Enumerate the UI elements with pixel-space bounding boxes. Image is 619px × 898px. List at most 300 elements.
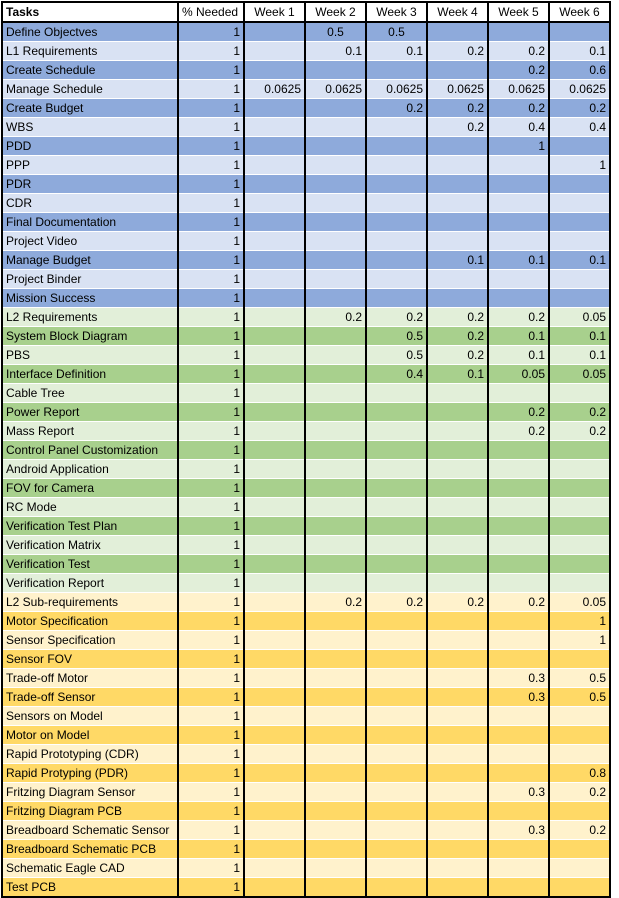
week-5-cell[interactable] xyxy=(488,802,549,821)
week-2-cell[interactable] xyxy=(305,707,366,726)
week-5-cell[interactable] xyxy=(488,232,549,251)
needed-cell[interactable]: 1 xyxy=(178,118,244,137)
week-1-cell[interactable] xyxy=(244,460,305,479)
task-name-cell[interactable]: PDD xyxy=(2,137,178,156)
needed-cell[interactable]: 1 xyxy=(178,726,244,745)
header-week-1[interactable]: Week 1 xyxy=(244,2,305,22)
needed-cell[interactable]: 1 xyxy=(178,612,244,631)
week-5-cell[interactable] xyxy=(488,536,549,555)
week-1-cell[interactable] xyxy=(244,479,305,498)
week-6-cell[interactable] xyxy=(549,574,610,593)
week-1-cell[interactable] xyxy=(244,536,305,555)
needed-cell[interactable]: 1 xyxy=(178,251,244,270)
week-5-cell[interactable]: 0.2 xyxy=(488,593,549,612)
week-2-cell[interactable] xyxy=(305,403,366,422)
week-2-cell[interactable]: 0.5 xyxy=(305,22,366,42)
week-6-cell[interactable]: 0.1 xyxy=(549,346,610,365)
week-5-cell[interactable] xyxy=(488,650,549,669)
needed-cell[interactable]: 1 xyxy=(178,346,244,365)
week-2-cell[interactable] xyxy=(305,346,366,365)
week-2-cell[interactable] xyxy=(305,498,366,517)
needed-cell[interactable]: 1 xyxy=(178,327,244,346)
week-4-cell[interactable]: 0.2 xyxy=(427,593,488,612)
week-6-cell[interactable]: 0.05 xyxy=(549,308,610,327)
week-3-cell[interactable]: 0.2 xyxy=(366,593,427,612)
week-6-cell[interactable] xyxy=(549,194,610,213)
week-5-cell[interactable] xyxy=(488,289,549,308)
needed-cell[interactable]: 1 xyxy=(178,156,244,175)
week-2-cell[interactable] xyxy=(305,289,366,308)
week-4-cell[interactable] xyxy=(427,840,488,859)
week-6-cell[interactable]: 0.05 xyxy=(549,365,610,384)
week-6-cell[interactable]: 0.5 xyxy=(549,669,610,688)
week-4-cell[interactable] xyxy=(427,669,488,688)
header-needed[interactable]: % Needed xyxy=(178,2,244,22)
task-name-cell[interactable]: Mass Report xyxy=(2,422,178,441)
week-3-cell[interactable] xyxy=(366,270,427,289)
week-6-cell[interactable] xyxy=(549,22,610,42)
week-6-cell[interactable] xyxy=(549,460,610,479)
week-5-cell[interactable]: 0.2 xyxy=(488,61,549,80)
week-2-cell[interactable] xyxy=(305,517,366,536)
week-3-cell[interactable] xyxy=(366,61,427,80)
week-1-cell[interactable] xyxy=(244,574,305,593)
week-6-cell[interactable]: 1 xyxy=(549,631,610,650)
week-5-cell[interactable]: 0.3 xyxy=(488,821,549,840)
week-3-cell[interactable] xyxy=(366,137,427,156)
week-3-cell[interactable] xyxy=(366,118,427,137)
week-6-cell[interactable] xyxy=(549,802,610,821)
week-2-cell[interactable] xyxy=(305,137,366,156)
week-2-cell[interactable] xyxy=(305,783,366,802)
week-3-cell[interactable] xyxy=(366,422,427,441)
week-4-cell[interactable] xyxy=(427,22,488,42)
week-1-cell[interactable] xyxy=(244,783,305,802)
week-2-cell[interactable] xyxy=(305,61,366,80)
header-week-2[interactable]: Week 2 xyxy=(305,2,366,22)
week-5-cell[interactable] xyxy=(488,707,549,726)
week-1-cell[interactable] xyxy=(244,251,305,270)
week-3-cell[interactable] xyxy=(366,175,427,194)
week-6-cell[interactable]: 0.2 xyxy=(549,99,610,118)
week-6-cell[interactable] xyxy=(549,726,610,745)
week-2-cell[interactable] xyxy=(305,536,366,555)
week-2-cell[interactable] xyxy=(305,612,366,631)
week-2-cell[interactable] xyxy=(305,156,366,175)
week-6-cell[interactable]: 1 xyxy=(549,156,610,175)
week-6-cell[interactable]: 0.1 xyxy=(549,327,610,346)
week-3-cell[interactable] xyxy=(366,441,427,460)
week-6-cell[interactable]: 0.4 xyxy=(549,118,610,137)
week-6-cell[interactable]: 0.1 xyxy=(549,42,610,61)
week-1-cell[interactable] xyxy=(244,802,305,821)
week-6-cell[interactable]: 0.2 xyxy=(549,403,610,422)
task-name-cell[interactable]: Control Panel Customization xyxy=(2,441,178,460)
week-3-cell[interactable] xyxy=(366,498,427,517)
week-2-cell[interactable] xyxy=(305,840,366,859)
week-1-cell[interactable] xyxy=(244,878,305,898)
week-5-cell[interactable] xyxy=(488,156,549,175)
week-1-cell[interactable] xyxy=(244,688,305,707)
week-2-cell[interactable] xyxy=(305,384,366,403)
week-6-cell[interactable] xyxy=(549,555,610,574)
header-week-5[interactable]: Week 5 xyxy=(488,2,549,22)
task-name-cell[interactable]: Define Objectves xyxy=(2,22,178,42)
week-3-cell[interactable]: 0.5 xyxy=(366,22,427,42)
header-tasks[interactable]: Tasks xyxy=(2,2,178,22)
task-name-cell[interactable]: CDR xyxy=(2,194,178,213)
week-5-cell[interactable] xyxy=(488,555,549,574)
week-5-cell[interactable]: 0.3 xyxy=(488,783,549,802)
week-2-cell[interactable] xyxy=(305,650,366,669)
week-2-cell[interactable] xyxy=(305,213,366,232)
week-1-cell[interactable] xyxy=(244,175,305,194)
week-3-cell[interactable] xyxy=(366,802,427,821)
week-1-cell[interactable] xyxy=(244,42,305,61)
week-3-cell[interactable] xyxy=(366,574,427,593)
week-2-cell[interactable] xyxy=(305,688,366,707)
week-4-cell[interactable] xyxy=(427,707,488,726)
week-4-cell[interactable] xyxy=(427,821,488,840)
week-4-cell[interactable] xyxy=(427,764,488,783)
week-3-cell[interactable]: 0.5 xyxy=(366,346,427,365)
week-3-cell[interactable] xyxy=(366,650,427,669)
week-3-cell[interactable] xyxy=(366,460,427,479)
task-name-cell[interactable]: Verification Report xyxy=(2,574,178,593)
week-3-cell[interactable]: 0.2 xyxy=(366,99,427,118)
week-4-cell[interactable] xyxy=(427,859,488,878)
week-1-cell[interactable] xyxy=(244,764,305,783)
needed-cell[interactable]: 1 xyxy=(178,840,244,859)
week-4-cell[interactable] xyxy=(427,878,488,898)
week-6-cell[interactable] xyxy=(549,289,610,308)
task-name-cell[interactable]: Power Report xyxy=(2,403,178,422)
week-4-cell[interactable]: 0.2 xyxy=(427,308,488,327)
task-name-cell[interactable]: Verification Test Plan xyxy=(2,517,178,536)
needed-cell[interactable]: 1 xyxy=(178,270,244,289)
needed-cell[interactable]: 1 xyxy=(178,859,244,878)
week-6-cell[interactable] xyxy=(549,384,610,403)
task-name-cell[interactable]: L2 Requirements xyxy=(2,308,178,327)
needed-cell[interactable]: 1 xyxy=(178,745,244,764)
task-name-cell[interactable]: Breadboard Schematic Sensor xyxy=(2,821,178,840)
week-4-cell[interactable] xyxy=(427,555,488,574)
week-3-cell[interactable] xyxy=(366,859,427,878)
task-name-cell[interactable]: PBS xyxy=(2,346,178,365)
week-2-cell[interactable] xyxy=(305,821,366,840)
week-1-cell[interactable] xyxy=(244,498,305,517)
week-2-cell[interactable]: 0.2 xyxy=(305,593,366,612)
task-name-cell[interactable]: WBS xyxy=(2,118,178,137)
needed-cell[interactable]: 1 xyxy=(178,213,244,232)
needed-cell[interactable]: 1 xyxy=(178,536,244,555)
needed-cell[interactable]: 1 xyxy=(178,80,244,99)
needed-cell[interactable]: 1 xyxy=(178,99,244,118)
week-1-cell[interactable] xyxy=(244,821,305,840)
week-5-cell[interactable] xyxy=(488,631,549,650)
week-5-cell[interactable] xyxy=(488,270,549,289)
week-4-cell[interactable] xyxy=(427,194,488,213)
week-5-cell[interactable] xyxy=(488,479,549,498)
week-3-cell[interactable]: 0.2 xyxy=(366,308,427,327)
task-name-cell[interactable]: Final Documentation xyxy=(2,213,178,232)
task-name-cell[interactable]: Interface Definition xyxy=(2,365,178,384)
week-6-cell[interactable]: 0.6 xyxy=(549,61,610,80)
week-4-cell[interactable] xyxy=(427,517,488,536)
week-4-cell[interactable] xyxy=(427,536,488,555)
needed-cell[interactable]: 1 xyxy=(178,61,244,80)
week-1-cell[interactable] xyxy=(244,137,305,156)
week-3-cell[interactable] xyxy=(366,745,427,764)
week-6-cell[interactable] xyxy=(549,840,610,859)
week-3-cell[interactable] xyxy=(366,555,427,574)
week-4-cell[interactable]: 0.2 xyxy=(427,42,488,61)
week-4-cell[interactable]: 0.1 xyxy=(427,251,488,270)
task-name-cell[interactable]: Cable Tree xyxy=(2,384,178,403)
needed-cell[interactable]: 1 xyxy=(178,669,244,688)
week-4-cell[interactable] xyxy=(427,61,488,80)
week-5-cell[interactable] xyxy=(488,22,549,42)
week-4-cell[interactable] xyxy=(427,479,488,498)
task-name-cell[interactable]: Rapid Prototyping (CDR) xyxy=(2,745,178,764)
task-name-cell[interactable]: Trade-off Motor xyxy=(2,669,178,688)
week-2-cell[interactable] xyxy=(305,251,366,270)
needed-cell[interactable]: 1 xyxy=(178,707,244,726)
week-1-cell[interactable]: 0.0625 xyxy=(244,80,305,99)
week-1-cell[interactable] xyxy=(244,707,305,726)
week-4-cell[interactable] xyxy=(427,384,488,403)
week-1-cell[interactable] xyxy=(244,555,305,574)
week-2-cell[interactable] xyxy=(305,726,366,745)
week-4-cell[interactable]: 0.0625 xyxy=(427,80,488,99)
week-3-cell[interactable] xyxy=(366,631,427,650)
needed-cell[interactable]: 1 xyxy=(178,308,244,327)
needed-cell[interactable]: 1 xyxy=(178,802,244,821)
week-4-cell[interactable]: 0.2 xyxy=(427,99,488,118)
week-5-cell[interactable] xyxy=(488,175,549,194)
week-5-cell[interactable]: 0.1 xyxy=(488,346,549,365)
week-2-cell[interactable] xyxy=(305,878,366,898)
week-2-cell[interactable] xyxy=(305,669,366,688)
week-1-cell[interactable] xyxy=(244,859,305,878)
week-6-cell[interactable] xyxy=(549,232,610,251)
task-name-cell[interactable]: FOV for Camera xyxy=(2,479,178,498)
week-5-cell[interactable]: 0.05 xyxy=(488,365,549,384)
needed-cell[interactable]: 1 xyxy=(178,574,244,593)
week-4-cell[interactable] xyxy=(427,270,488,289)
week-2-cell[interactable] xyxy=(305,479,366,498)
week-3-cell[interactable] xyxy=(366,536,427,555)
week-4-cell[interactable] xyxy=(427,156,488,175)
week-3-cell[interactable]: 0.4 xyxy=(366,365,427,384)
week-6-cell[interactable]: 0.5 xyxy=(549,688,610,707)
week-2-cell[interactable] xyxy=(305,232,366,251)
week-2-cell[interactable] xyxy=(305,175,366,194)
week-3-cell[interactable] xyxy=(366,213,427,232)
week-6-cell[interactable]: 0.0625 xyxy=(549,80,610,99)
task-name-cell[interactable]: RC Mode xyxy=(2,498,178,517)
task-name-cell[interactable]: Android Application xyxy=(2,460,178,479)
week-1-cell[interactable] xyxy=(244,289,305,308)
week-4-cell[interactable]: 0.1 xyxy=(427,365,488,384)
needed-cell[interactable]: 1 xyxy=(178,384,244,403)
week-2-cell[interactable]: 0.1 xyxy=(305,42,366,61)
needed-cell[interactable]: 1 xyxy=(178,175,244,194)
week-6-cell[interactable] xyxy=(549,498,610,517)
week-1-cell[interactable] xyxy=(244,593,305,612)
week-3-cell[interactable] xyxy=(366,156,427,175)
week-4-cell[interactable] xyxy=(427,745,488,764)
week-5-cell[interactable] xyxy=(488,764,549,783)
task-name-cell[interactable]: PPP xyxy=(2,156,178,175)
week-4-cell[interactable] xyxy=(427,612,488,631)
week-2-cell[interactable] xyxy=(305,802,366,821)
week-3-cell[interactable] xyxy=(366,764,427,783)
week-2-cell[interactable] xyxy=(305,441,366,460)
week-3-cell[interactable] xyxy=(366,194,427,213)
needed-cell[interactable]: 1 xyxy=(178,137,244,156)
week-3-cell[interactable]: 0.5 xyxy=(366,327,427,346)
task-name-cell[interactable]: Create Schedule xyxy=(2,61,178,80)
week-1-cell[interactable] xyxy=(244,669,305,688)
week-6-cell[interactable]: 0.05 xyxy=(549,593,610,612)
task-name-cell[interactable]: Schematic Eagle CAD xyxy=(2,859,178,878)
week-3-cell[interactable] xyxy=(366,840,427,859)
week-5-cell[interactable] xyxy=(488,460,549,479)
week-4-cell[interactable] xyxy=(427,631,488,650)
week-3-cell[interactable] xyxy=(366,612,427,631)
needed-cell[interactable]: 1 xyxy=(178,403,244,422)
header-week-4[interactable]: Week 4 xyxy=(427,2,488,22)
week-4-cell[interactable] xyxy=(427,232,488,251)
needed-cell[interactable]: 1 xyxy=(178,593,244,612)
week-2-cell[interactable] xyxy=(305,327,366,346)
task-name-cell[interactable]: Fritzing Diagram Sensor xyxy=(2,783,178,802)
week-1-cell[interactable] xyxy=(244,156,305,175)
needed-cell[interactable]: 1 xyxy=(178,498,244,517)
task-name-cell[interactable]: Verification Test xyxy=(2,555,178,574)
week-4-cell[interactable] xyxy=(427,783,488,802)
week-4-cell[interactable] xyxy=(427,422,488,441)
week-6-cell[interactable] xyxy=(549,175,610,194)
week-3-cell[interactable] xyxy=(366,384,427,403)
week-6-cell[interactable] xyxy=(549,517,610,536)
task-name-cell[interactable]: Breadboard Schematic PCB xyxy=(2,840,178,859)
week-5-cell[interactable]: 0.1 xyxy=(488,327,549,346)
task-name-cell[interactable]: Motor on Model xyxy=(2,726,178,745)
week-6-cell[interactable]: 0.2 xyxy=(549,422,610,441)
week-5-cell[interactable] xyxy=(488,745,549,764)
needed-cell[interactable]: 1 xyxy=(178,479,244,498)
week-1-cell[interactable] xyxy=(244,384,305,403)
week-6-cell[interactable] xyxy=(549,213,610,232)
week-1-cell[interactable] xyxy=(244,745,305,764)
week-3-cell[interactable] xyxy=(366,707,427,726)
week-6-cell[interactable] xyxy=(549,745,610,764)
week-5-cell[interactable] xyxy=(488,213,549,232)
week-5-cell[interactable]: 1 xyxy=(488,137,549,156)
week-4-cell[interactable] xyxy=(427,460,488,479)
week-2-cell[interactable]: 0.0625 xyxy=(305,80,366,99)
week-1-cell[interactable] xyxy=(244,118,305,137)
week-6-cell[interactable] xyxy=(549,270,610,289)
needed-cell[interactable]: 1 xyxy=(178,783,244,802)
week-4-cell[interactable]: 0.2 xyxy=(427,118,488,137)
week-5-cell[interactable] xyxy=(488,574,549,593)
week-4-cell[interactable] xyxy=(427,650,488,669)
week-2-cell[interactable] xyxy=(305,194,366,213)
week-4-cell[interactable]: 0.2 xyxy=(427,327,488,346)
week-4-cell[interactable] xyxy=(427,802,488,821)
week-1-cell[interactable] xyxy=(244,422,305,441)
needed-cell[interactable]: 1 xyxy=(178,289,244,308)
week-5-cell[interactable] xyxy=(488,498,549,517)
week-1-cell[interactable] xyxy=(244,840,305,859)
week-3-cell[interactable] xyxy=(366,726,427,745)
week-2-cell[interactable] xyxy=(305,555,366,574)
week-4-cell[interactable] xyxy=(427,213,488,232)
week-2-cell[interactable] xyxy=(305,631,366,650)
week-6-cell[interactable] xyxy=(549,479,610,498)
task-name-cell[interactable]: PDR xyxy=(2,175,178,194)
task-name-cell[interactable]: Mission Success xyxy=(2,289,178,308)
week-2-cell[interactable] xyxy=(305,422,366,441)
task-name-cell[interactable]: L2 Sub-requirements xyxy=(2,593,178,612)
week-2-cell[interactable] xyxy=(305,365,366,384)
week-4-cell[interactable] xyxy=(427,688,488,707)
week-1-cell[interactable] xyxy=(244,612,305,631)
week-5-cell[interactable]: 0.2 xyxy=(488,99,549,118)
week-3-cell[interactable] xyxy=(366,821,427,840)
week-4-cell[interactable] xyxy=(427,726,488,745)
needed-cell[interactable]: 1 xyxy=(178,460,244,479)
task-name-cell[interactable]: Motor Specification xyxy=(2,612,178,631)
week-5-cell[interactable]: 0.3 xyxy=(488,688,549,707)
week-5-cell[interactable]: 0.2 xyxy=(488,42,549,61)
week-2-cell[interactable] xyxy=(305,859,366,878)
needed-cell[interactable]: 1 xyxy=(178,365,244,384)
week-5-cell[interactable] xyxy=(488,612,549,631)
week-6-cell[interactable] xyxy=(549,536,610,555)
week-5-cell[interactable]: 0.0625 xyxy=(488,80,549,99)
week-6-cell[interactable] xyxy=(549,137,610,156)
week-5-cell[interactable] xyxy=(488,194,549,213)
week-3-cell[interactable]: 0.1 xyxy=(366,42,427,61)
week-6-cell[interactable]: 0.1 xyxy=(549,251,610,270)
week-6-cell[interactable]: 0.2 xyxy=(549,783,610,802)
needed-cell[interactable]: 1 xyxy=(178,555,244,574)
week-6-cell[interactable]: 1 xyxy=(549,612,610,631)
task-name-cell[interactable]: Test PCB xyxy=(2,878,178,898)
needed-cell[interactable]: 1 xyxy=(178,650,244,669)
week-5-cell[interactable]: 0.4 xyxy=(488,118,549,137)
week-1-cell[interactable] xyxy=(244,346,305,365)
week-2-cell[interactable] xyxy=(305,574,366,593)
needed-cell[interactable]: 1 xyxy=(178,631,244,650)
week-5-cell[interactable]: 0.2 xyxy=(488,308,549,327)
week-1-cell[interactable] xyxy=(244,631,305,650)
week-3-cell[interactable] xyxy=(366,232,427,251)
week-3-cell[interactable] xyxy=(366,479,427,498)
needed-cell[interactable]: 1 xyxy=(178,441,244,460)
week-1-cell[interactable] xyxy=(244,270,305,289)
week-1-cell[interactable] xyxy=(244,327,305,346)
week-4-cell[interactable] xyxy=(427,574,488,593)
week-3-cell[interactable] xyxy=(366,517,427,536)
week-4-cell[interactable] xyxy=(427,403,488,422)
week-4-cell[interactable] xyxy=(427,441,488,460)
week-1-cell[interactable] xyxy=(244,403,305,422)
